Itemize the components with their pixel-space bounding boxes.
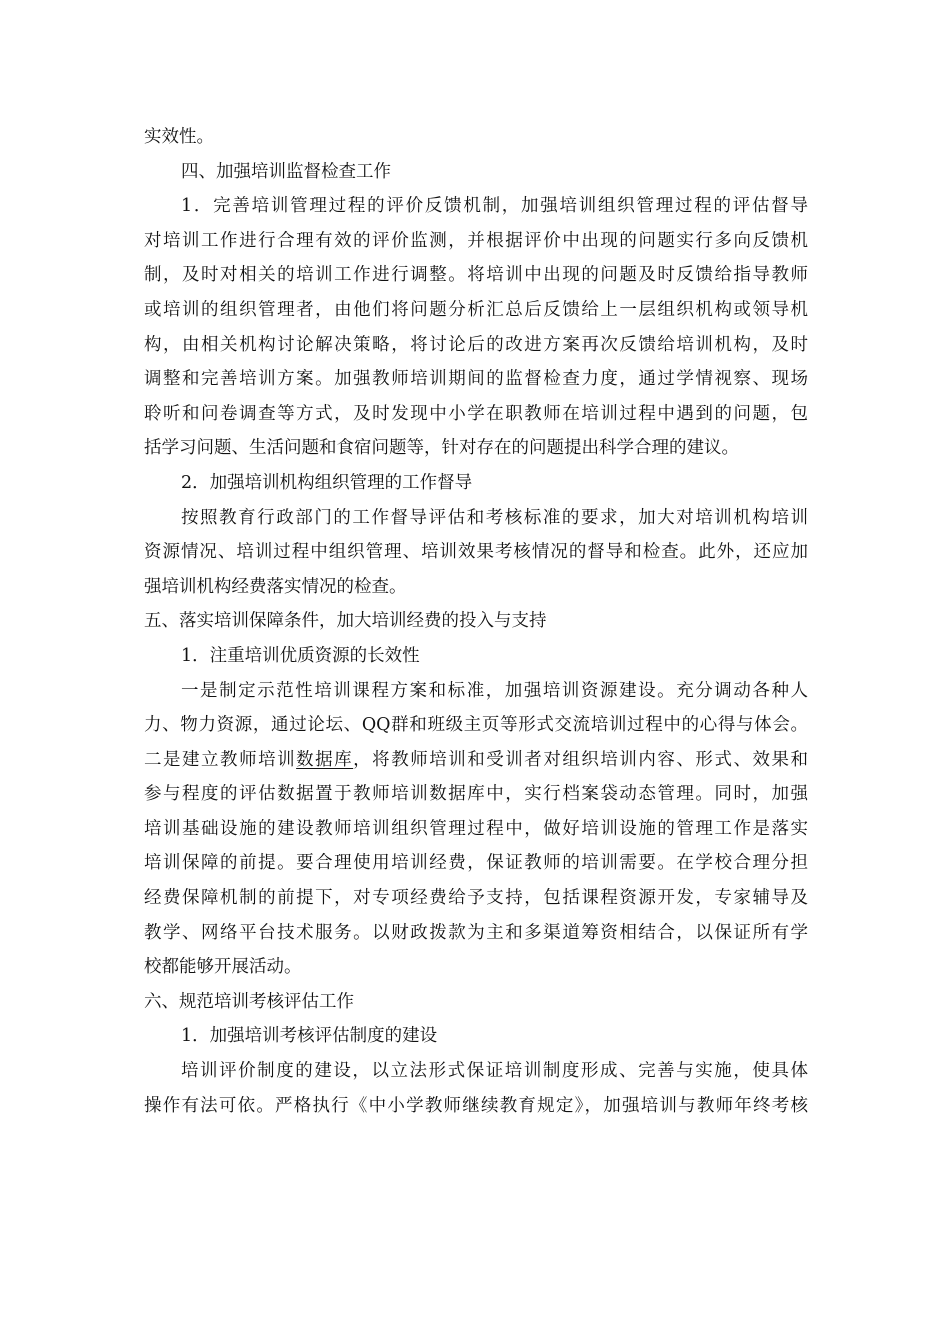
text-line: 培训保障的前提。要合理使用培训经费，保证教师的培训需要。在学校合理分担	[144, 853, 808, 874]
text-line: 制，及时对相关的培训工作进行调整。将培训中出现的问题及时反馈给指导教师	[144, 265, 808, 286]
text-line: 一是制定示范性培训课程方案和标准，加强培训资源建设。充分调动各种人	[181, 680, 808, 701]
text-line: 资源情况、培训过程中组织管理、培训效果考核情况的督导和检查。此外，还应加	[144, 542, 808, 563]
text-line: 校都能够开展活动。	[144, 957, 302, 978]
text-line: 括学习问题、生活问题和食宿问题等，针对存在的问题提出科学合理的建议。	[144, 438, 739, 459]
subsection-heading: 1．注重培训优质资源的长效性	[181, 645, 420, 666]
text-line-with-link	[144, 743, 808, 778]
text-line: 1．完善培训管理过程的评价反馈机制，加强培训组织管理过程的评估督导	[181, 196, 808, 217]
text-line: 力、物力资源，通过论坛、QQ群和班级主页等形式交流培训过程中的心得与体会。	[144, 715, 808, 736]
subsection-heading: 1．加强培训考核评估制度的建设	[181, 1026, 438, 1047]
database-link[interactable]: 数据库	[296, 749, 354, 770]
text-line: 调整和完善培训方案。加强教师培训期间的监督检查力度，通过学情视察、现场	[144, 369, 808, 390]
text-line: 聆听和问卷调查等方式，及时发现中小学在职教师在培训过程中遇到的问题，包	[144, 403, 808, 424]
text-line: 参与程度的评估数据置于教师培训数据库中，实行档案袋动态管理。同时，加强	[144, 784, 808, 805]
text-line: 教学、网络平台技术服务。以财政拨款为主和多渠道筹资相结合，以保证所有学	[144, 922, 808, 943]
text-line: 对培训工作进行合理有效的评价监测，并根据评价中出现的问题实行多向反馈机	[144, 230, 808, 251]
subsection-heading: 2．加强培训机构组织管理的工作督导	[181, 472, 473, 493]
text-line: 实效性。	[144, 127, 214, 147]
text-line: 强培训机构经费落实情况的检查。	[144, 576, 407, 597]
text-segment: ，将教师培训和受训者对组织培训内容、形式、效果和	[353, 749, 808, 770]
text-line: 构，由相关机构讨论解决策略，将讨论后的改进方案再次反馈给培训机构，及时	[144, 334, 808, 355]
text-segment: 二是建立教师培训	[144, 749, 297, 770]
text-line: 经费保障机制的前提下，对专项经费给予支持，包括课程资源开发，专家辅导及	[144, 888, 808, 909]
text-line: 按照教育行政部门的工作督导评估和考核标准的要求，加大对培训机构培训	[181, 507, 808, 528]
section-heading-6: 六、规范培训考核评估工作	[144, 991, 354, 1012]
text-line: 培训基础设施的建设教师培训组织管理过程中，做好培训设施的管理工作是落实	[144, 818, 808, 839]
text-line: 操作有法可依。严格执行《中小学教师继续教育规定》，加强培训与教师年终考核	[144, 1095, 808, 1116]
text-line: 培训评价制度的建设，以立法形式保证培训制度形成、完善与实施，使具体	[181, 1061, 808, 1082]
section-heading-5: 五、落实培训保障条件，加大培训经费的投入与支持	[144, 611, 547, 632]
text-line: 或培训的组织管理者，由他们将问题分析汇总后反馈给上一层组织机构或领导机	[144, 299, 808, 320]
section-heading-4: 四、加强培训监督检查工作	[181, 161, 391, 182]
document-page	[144, 120, 808, 1123]
